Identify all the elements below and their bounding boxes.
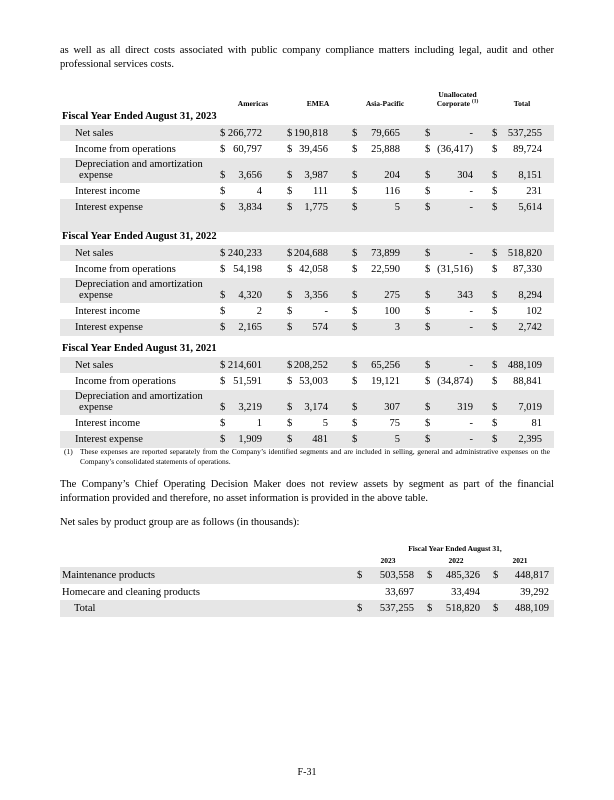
currency-symbol: $	[220, 401, 226, 413]
currency-symbol: $	[425, 417, 431, 429]
currency-symbol: $	[220, 185, 226, 197]
product-row	[60, 567, 554, 584]
cell-value: (31,516)	[437, 264, 473, 275]
currency-symbol: $	[352, 434, 358, 445]
currency-symbol: $	[425, 434, 431, 445]
table-row	[60, 357, 554, 374]
cell-value: -	[469, 185, 473, 197]
currency-symbol: $	[287, 202, 293, 213]
currency-symbol: $	[492, 264, 498, 275]
section-title: Fiscal Year Ended August 31, 2021	[62, 343, 217, 354]
currency-symbol: $	[220, 417, 226, 429]
cell-value: 4	[256, 185, 262, 197]
currency-symbol: $	[352, 169, 358, 181]
product-label: Total	[74, 603, 96, 614]
cell-value: 488,109	[507, 359, 542, 371]
table-row	[60, 373, 554, 390]
cell-value: 518,820	[445, 603, 480, 614]
currency-symbol: $	[287, 359, 293, 371]
cell-value: 65,256	[371, 359, 400, 371]
currency-symbol: $	[352, 289, 358, 301]
cell-value: 25,888	[371, 144, 400, 155]
table-row	[60, 278, 554, 303]
row-label	[75, 159, 203, 181]
cell-value: 88,841	[513, 376, 542, 387]
row-label	[75, 279, 203, 301]
currency-symbol: $	[425, 264, 431, 275]
col-header-asia-pacific: Asia-Pacific	[365, 99, 405, 108]
col-header-emea: EMEA	[306, 99, 330, 108]
table-row	[60, 431, 554, 448]
cell-value: 204,688	[293, 247, 328, 259]
currency-symbol: $	[220, 264, 226, 275]
row-label-line1: Depreciation and amortization	[75, 278, 203, 290]
currency-symbol: $	[492, 127, 498, 139]
cell-value: -	[469, 359, 473, 371]
cell-value: 343	[457, 289, 473, 301]
currency-symbol: $	[287, 401, 293, 413]
currency-symbol: $	[287, 185, 293, 197]
cell-value: -	[324, 305, 328, 317]
currency-symbol: $	[220, 376, 226, 387]
currency-symbol: $	[492, 185, 498, 197]
cell-value: 485,326	[445, 570, 480, 581]
currency-symbol: $	[287, 417, 293, 429]
cell-value: 2	[256, 305, 262, 317]
row-label: Net sales	[75, 127, 114, 139]
cell-value: 208,252	[293, 359, 328, 371]
cell-value: 60,797	[233, 144, 262, 155]
row-label-line2: expense	[79, 289, 113, 301]
col-header-unallocated-line1: Unallocated	[438, 90, 477, 99]
cell-value: 3,987	[304, 169, 328, 181]
currency-symbol: $	[220, 169, 226, 181]
currency-symbol: $	[492, 247, 498, 259]
currency-symbol: $	[352, 401, 358, 413]
cell-value: 3,834	[238, 202, 262, 213]
cell-value: 304	[457, 169, 473, 181]
cell-value: 448,817	[514, 570, 549, 581]
product-label: Maintenance products	[62, 570, 156, 581]
currency-symbol: $	[493, 570, 499, 581]
cell-value: 87,330	[513, 264, 542, 275]
product-row	[60, 600, 554, 617]
year-2021: 2021	[512, 556, 528, 565]
currency-symbol: $	[492, 359, 498, 371]
cell-value: -	[469, 434, 473, 445]
cell-value: 8,151	[518, 169, 542, 181]
cell-value: 73,899	[371, 247, 400, 259]
currency-symbol: $	[287, 376, 293, 387]
cell-value: -	[469, 417, 473, 429]
cell-value: 33,697	[385, 586, 414, 598]
row-label: Interest income	[75, 417, 141, 429]
cell-value: -	[469, 127, 473, 139]
currency-symbol: $	[352, 305, 358, 317]
cell-value: 22,590	[371, 264, 400, 275]
currency-symbol: $	[220, 359, 226, 371]
cell-value: 8,294	[518, 289, 542, 301]
currency-symbol: $	[492, 289, 498, 301]
cell-value: 214,601	[227, 359, 262, 371]
currency-symbol: $	[492, 305, 498, 317]
cell-value: 319	[457, 401, 473, 413]
section-header-row	[60, 108, 554, 125]
table-row	[60, 199, 554, 216]
currency-symbol: $	[220, 127, 226, 139]
currency-symbol: $	[352, 127, 358, 139]
currency-symbol: $	[220, 289, 226, 301]
cell-value: 1,909	[238, 434, 262, 445]
cell-value: -	[469, 322, 473, 333]
currency-symbol: $	[352, 322, 358, 333]
row-label: Income from operations	[75, 144, 176, 155]
currency-symbol: $	[425, 289, 431, 301]
currency-symbol: $	[220, 247, 226, 259]
cell-value: 307	[384, 401, 400, 413]
table-row	[60, 158, 554, 183]
assets-paragraph: The Company’s Chief Operating Decision Maker does not review assets by segment as part of the financial information provided and therefore, no asset information is provided in the above table.	[60, 479, 554, 504]
currency-symbol: $	[287, 264, 293, 275]
row-label-line1: Depreciation and amortization	[75, 390, 203, 402]
row-label: Net sales	[75, 359, 114, 371]
currency-symbol: $	[287, 247, 293, 259]
col-header-total: Total	[513, 99, 531, 108]
row-label: Net sales	[75, 247, 114, 259]
currency-symbol: $	[220, 322, 226, 333]
cell-value: 53,003	[299, 376, 328, 387]
cell-value: 4,320	[238, 289, 262, 301]
cell-value: 5	[394, 202, 400, 213]
cell-value: 503,558	[379, 570, 414, 581]
currency-symbol: $	[492, 169, 498, 181]
currency-symbol: $	[352, 417, 358, 429]
table-row	[60, 390, 554, 415]
cell-value: 574	[312, 322, 328, 333]
cell-value: 2,742	[518, 322, 542, 333]
intro-paragraph: as well as all direct costs associated with public company compliance matters including legal, audit and other professional services costs.	[60, 45, 554, 70]
currency-symbol: $	[287, 144, 293, 155]
row-label-line2: expense	[79, 169, 113, 181]
currency-symbol: $	[352, 359, 358, 371]
col-header-americas: Americas	[237, 99, 269, 108]
table-row	[60, 415, 554, 432]
cell-value: 75	[389, 417, 400, 429]
currency-symbol: $	[352, 247, 358, 259]
year-2022: 2022	[448, 556, 464, 565]
col-header-unallocated-line2	[425, 99, 490, 108]
currency-symbol: $	[425, 202, 431, 213]
currency-symbol: $	[352, 202, 358, 213]
cell-value: 42,058	[299, 264, 328, 275]
currency-symbol: $	[425, 185, 431, 197]
row-label: Interest expense	[75, 434, 143, 445]
table-row	[60, 319, 554, 336]
currency-symbol: $	[425, 322, 431, 333]
footnote-text: These expenses are reported separately from the Company’s identified segments and are included in selling, general and administrative expenses on the Company’s consolidated statements of operations.	[80, 447, 550, 466]
cell-value: 3,219	[238, 401, 262, 413]
currency-symbol: $	[352, 376, 358, 387]
cell-value: -	[469, 305, 473, 317]
currency-symbol: $	[287, 169, 293, 181]
cell-value: 537,255	[507, 127, 542, 139]
cell-value: 111	[313, 185, 328, 197]
currency-symbol: $	[352, 144, 358, 155]
cell-value: 537,255	[379, 603, 414, 614]
cell-value: 19,121	[371, 376, 400, 387]
cell-value: 204	[384, 169, 400, 181]
row-label	[75, 391, 203, 413]
product-table-header: Fiscal Year Ended August 31,	[408, 544, 502, 553]
cell-value: 488,109	[514, 603, 549, 614]
row-label: Income from operations	[75, 264, 176, 275]
product-row	[60, 584, 554, 601]
currency-symbol: $	[425, 376, 431, 387]
footnote	[64, 447, 550, 466]
currency-symbol: $	[427, 603, 433, 614]
cell-value: 1,775	[304, 202, 328, 213]
cell-value: 231	[526, 185, 542, 197]
cell-value: 518,820	[507, 247, 542, 259]
row-label: Interest income	[75, 305, 141, 317]
cell-value: 266,772	[227, 127, 262, 139]
col-header-unallocated-text: Corporate	[436, 99, 471, 108]
product-intro-paragraph: Net sales by product group are as follows (in thousands):	[60, 517, 300, 528]
currency-symbol: $	[425, 305, 431, 317]
cell-value: 3,356	[304, 289, 328, 301]
table-row	[60, 183, 554, 200]
cell-value: 3,174	[304, 401, 328, 413]
cell-value: 102	[526, 305, 542, 317]
currency-symbol: $	[492, 202, 498, 213]
cell-value: 5	[394, 434, 400, 445]
year-2023: 2023	[380, 556, 396, 565]
cell-value: 5,614	[518, 202, 542, 213]
currency-symbol: $	[287, 434, 293, 445]
cell-value: 54,198	[233, 264, 262, 275]
cell-value: 3,656	[238, 169, 262, 181]
section-title: Fiscal Year Ended August 31, 2023	[62, 111, 217, 122]
currency-symbol: $	[493, 603, 499, 614]
currency-symbol: $	[287, 305, 293, 317]
cell-value: 51,591	[233, 376, 262, 387]
footnote-ref: (1)	[471, 98, 479, 105]
cell-value: 3	[394, 322, 400, 333]
currency-symbol: $	[220, 202, 226, 213]
cell-value: 2,165	[238, 322, 262, 333]
cell-value: 5	[322, 417, 328, 429]
cell-value: 116	[384, 185, 400, 197]
cell-value: 2,395	[518, 434, 542, 445]
row-label: Interest expense	[75, 202, 143, 213]
currency-symbol: $	[427, 570, 433, 581]
currency-symbol: $	[425, 359, 431, 371]
currency-symbol: $	[425, 247, 431, 259]
currency-symbol: $	[492, 434, 498, 445]
section-title: Fiscal Year Ended August 31, 2022	[62, 231, 217, 242]
table-row	[60, 245, 554, 262]
currency-symbol: $	[287, 289, 293, 301]
row-label-line1: Depreciation and amortization	[75, 158, 203, 170]
row-label: Interest expense	[75, 322, 143, 333]
cell-value: 275	[384, 289, 400, 301]
table-row	[60, 261, 554, 278]
cell-value: 39,292	[520, 586, 549, 598]
col-header-unallocated	[425, 90, 490, 108]
cell-value: 1	[256, 417, 262, 429]
currency-symbol: $	[492, 417, 498, 429]
cell-value: (34,874)	[437, 376, 473, 387]
section-header-row	[60, 340, 554, 357]
cell-value: -	[469, 202, 473, 213]
row-label: Interest income	[75, 185, 141, 197]
row-label-line2: expense	[79, 401, 113, 413]
currency-symbol: $	[425, 144, 431, 155]
cell-value: 33,494	[451, 586, 480, 598]
product-label: Homecare and cleaning products	[62, 586, 200, 598]
cell-value: 190,818	[293, 127, 328, 139]
currency-symbol: $	[352, 264, 358, 275]
currency-symbol: $	[425, 127, 431, 139]
currency-symbol: $	[220, 144, 226, 155]
currency-symbol: $	[492, 144, 498, 155]
page-number: F-31	[297, 767, 317, 778]
cell-value: -	[469, 247, 473, 259]
currency-symbol: $	[220, 434, 226, 445]
cell-value: 7,019	[518, 401, 542, 413]
cell-value: 100	[384, 305, 400, 317]
table-row	[60, 141, 554, 158]
footnote-marker: (1)	[64, 447, 73, 456]
currency-symbol: $	[357, 570, 363, 581]
cell-value: 81	[531, 417, 542, 429]
cell-value: 79,665	[371, 127, 400, 139]
cell-value: 240,233	[227, 247, 262, 259]
row-label: Income from operations	[75, 376, 176, 387]
table-row	[60, 303, 554, 320]
cell-value: 89,724	[513, 144, 542, 155]
cell-value: 39,456	[299, 144, 328, 155]
currency-symbol: $	[492, 322, 498, 333]
currency-symbol: $	[492, 401, 498, 413]
currency-symbol: $	[220, 305, 226, 317]
currency-symbol: $	[425, 401, 431, 413]
currency-symbol: $	[287, 322, 293, 333]
currency-symbol: $	[352, 185, 358, 197]
currency-symbol: $	[492, 376, 498, 387]
currency-symbol: $	[425, 169, 431, 181]
cell-value: 481	[312, 434, 328, 445]
currency-symbol: $	[287, 127, 293, 139]
table-row	[60, 125, 554, 142]
section-header-row	[60, 228, 554, 245]
currency-symbol: $	[357, 603, 363, 614]
cell-value: (36,417)	[437, 144, 473, 155]
